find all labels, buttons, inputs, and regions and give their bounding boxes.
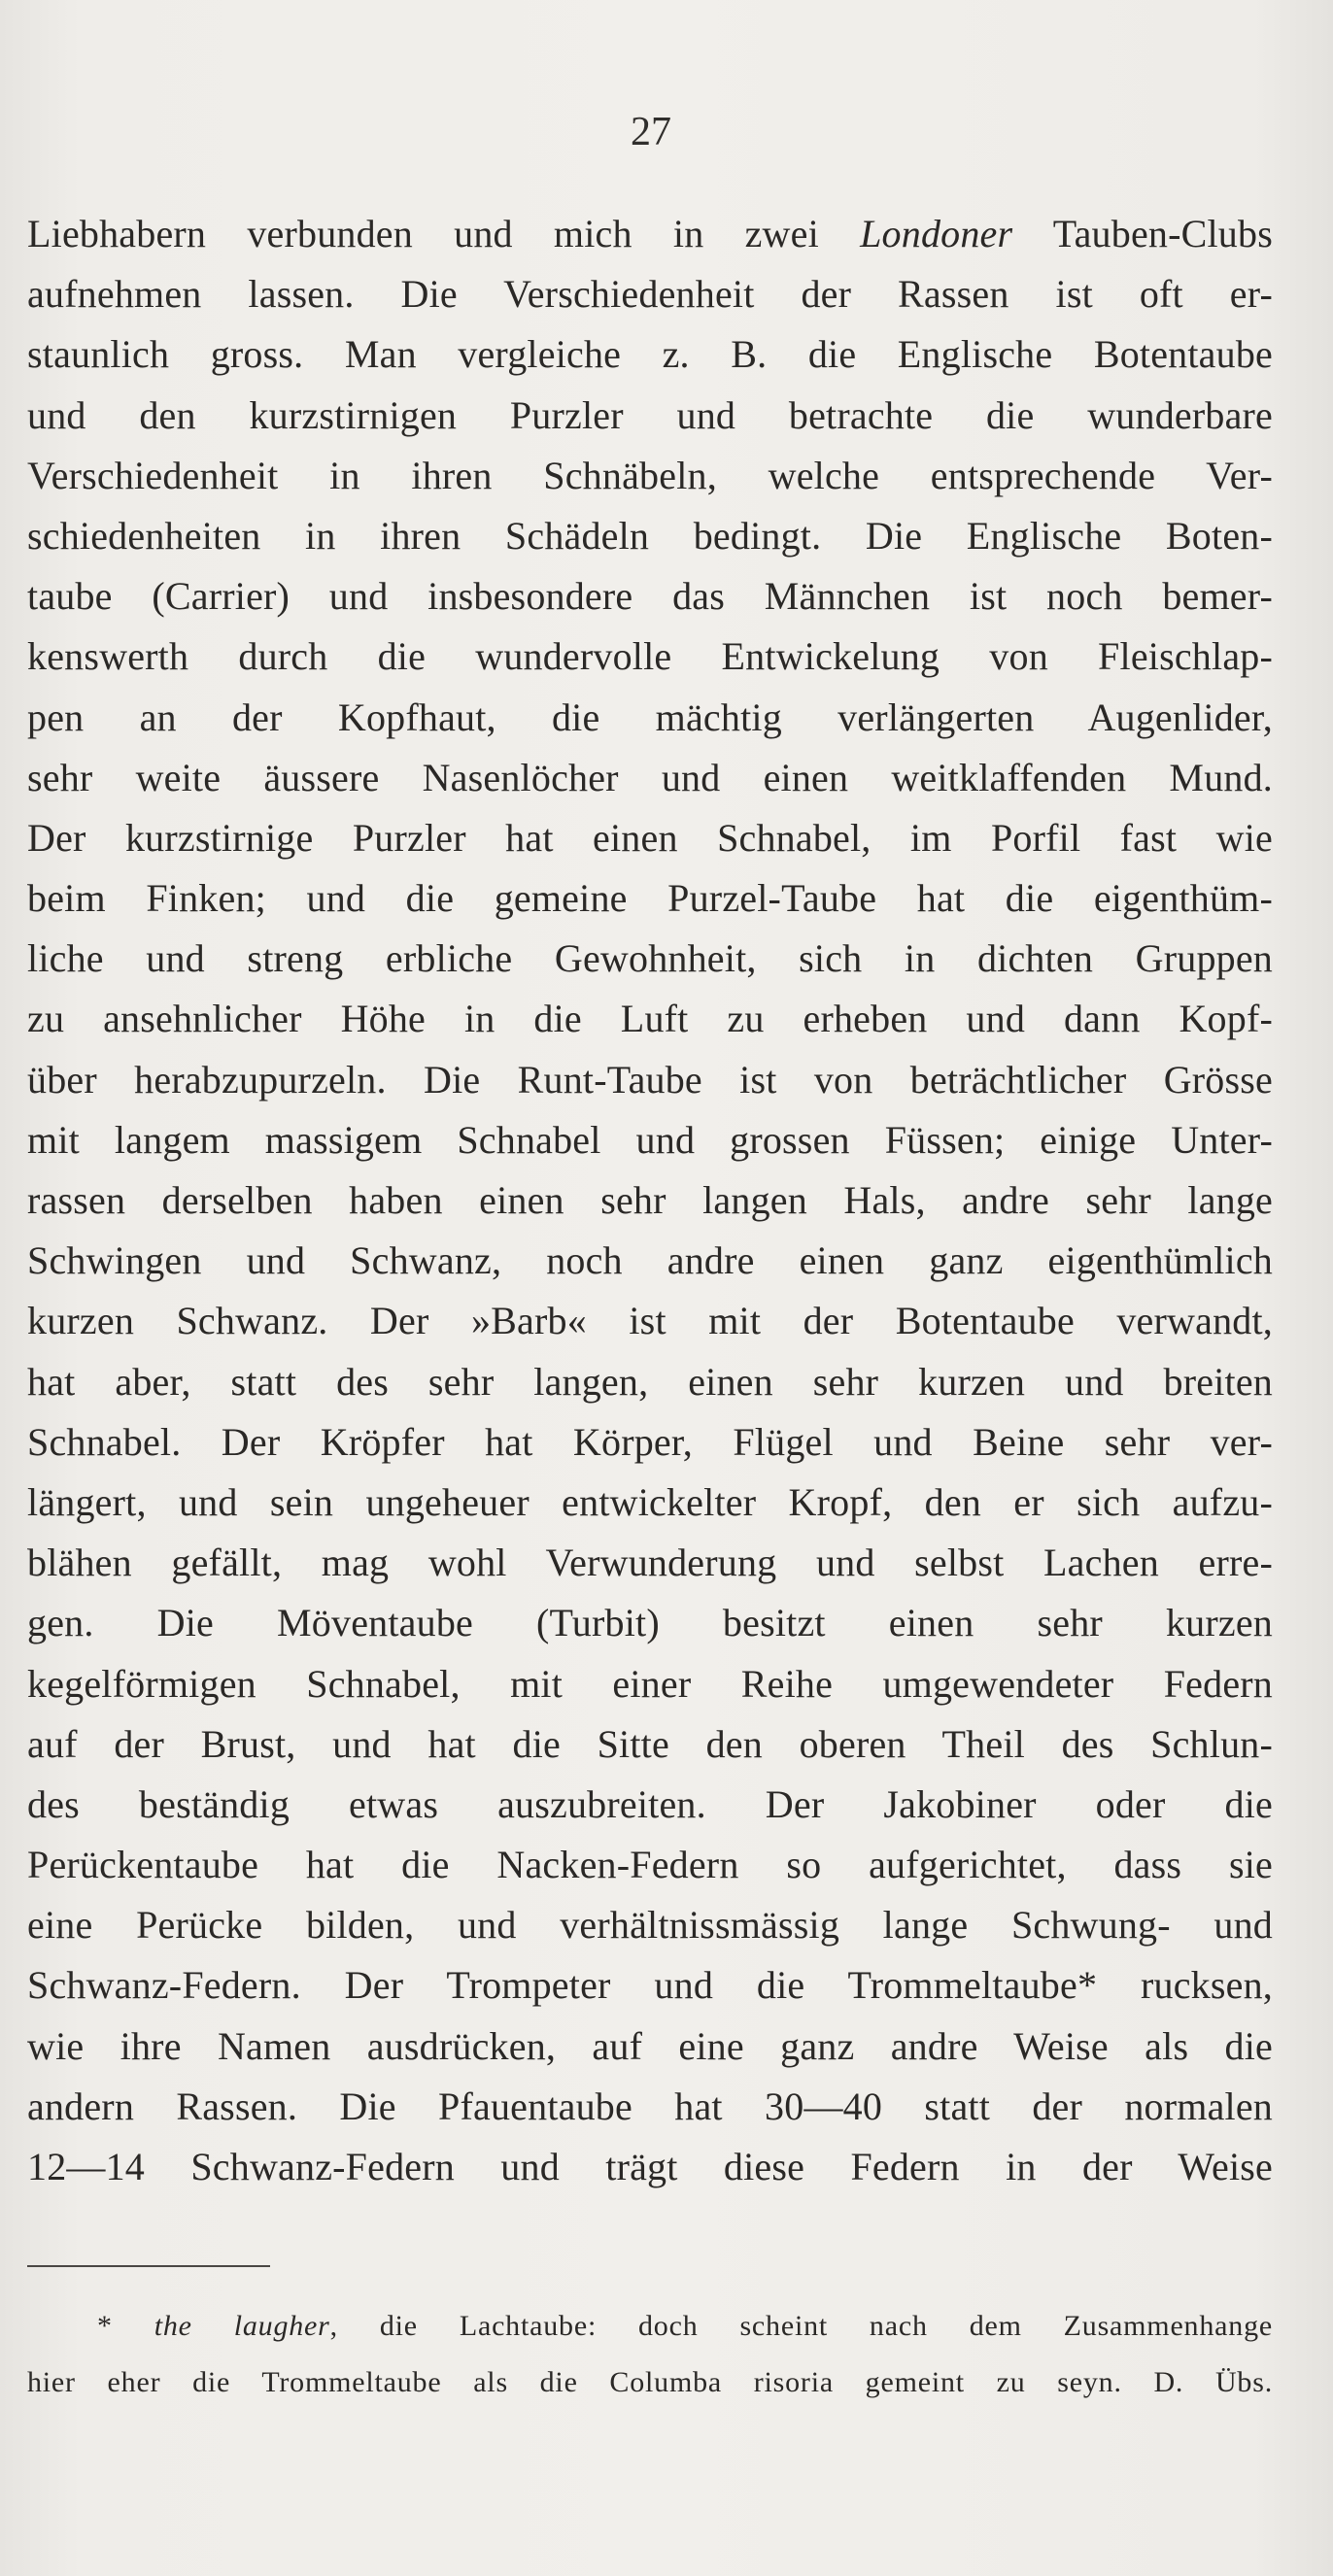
text-line: taube (Carrier) und insbesondere das Männchen ist noch bemer- — [27, 574, 1273, 619]
italic-word: Londoner — [860, 212, 1013, 255]
text-line: wie ihre Namen ausdrücken, auf eine ganz andre Weise als die — [27, 2023, 1273, 2068]
footnote-block — [27, 2298, 1273, 2411]
text-line: liche und streng erbliche Gewohnheit, sich in dichten Gruppen — [27, 936, 1273, 981]
text-line: blähen gefällt, mag wohl Verwunderung und selbst Lachen erre- — [27, 1541, 1273, 1585]
text-line: Schwingen und Schwanz, noch andre einen ganz eigenthümlich — [27, 1238, 1273, 1283]
body-text — [27, 204, 1273, 2197]
text-line: kenswerth durch die wundervolle Entwickelung von Fleischlap- — [27, 634, 1273, 679]
text-line: 12—14 Schwanz-Federn und trägt diese Federn in der Weise — [27, 2145, 1273, 2188]
text-line: Verschiedenheit in ihren Schnäbeln, welche entsprechende Ver- — [27, 453, 1273, 497]
text-line: mit langem massigem Schnabel und grossen Füssen; einige Unter- — [27, 1117, 1273, 1162]
text-line: gen. Die Möventaube (Turbit) besitzt einen sehr kurzen — [27, 1601, 1273, 1645]
text-line: sehr weite äussere Nasenlöcher und einen weitklaffenden Mund. — [27, 755, 1273, 799]
text-line: auf der Brust, und hat die Sitte den oberen Theil des Schlun- — [27, 1721, 1273, 1766]
page-number: 27 — [631, 110, 671, 154]
text-line: schiedenheiten in ihren Schädeln bedingt. Die Englische Boten- — [27, 513, 1273, 558]
text-line: eine Perücke bilden, und verhältnissmässig lange Schwung- und — [27, 1903, 1273, 1948]
footnote-marker: * — [97, 2310, 113, 2342]
text-line: kegelförmigen Schnabel, mit einer Reihe umgewendeter Federn — [27, 1661, 1273, 1706]
text-line: beim Finken; und die gemeine Purzel-Taube hat die eigenthüm- — [27, 876, 1273, 921]
text-line: andern Rassen. Die Pfauentaube hat 30—40 statt der normalen — [27, 2084, 1273, 2128]
text-line: Liebhabern verbunden und mich in zwei Londoner Tauben-Clubs — [27, 212, 1273, 255]
text-line: Schnabel. Der Kröpfer hat Körper, Flügel und Beine sehr ver- — [27, 1419, 1273, 1464]
text-line: Schwanz-Federn. Der Trompeter und die Trommeltaube* rucksen, — [27, 1963, 1273, 2008]
footnote-line — [27, 2298, 1273, 2355]
text-line: pen an der Kopfhaut, die mächtig verlängerten Augenlider, — [27, 695, 1273, 739]
text-line: des beständig etwas auszubreiten. Der Jakobiner oder die — [27, 1781, 1273, 1826]
text-line: staunlich gross. Man vergleiche z. B. die Englische Botentaube — [27, 332, 1273, 377]
text-line: über herabzupurzeln. Die Runt-Taube ist von beträchtlicher Grösse — [27, 1057, 1273, 1102]
footnote-italic-term: the laugher — [154, 2310, 330, 2342]
text-line: rassen derselben haben einen sehr langen Hals, andre sehr lange — [27, 1178, 1273, 1222]
text-line: Der kurzstirnige Purzler hat einen Schnabel, im Porfil fast wie — [27, 815, 1273, 860]
footnote-line: hier eher die Trommeltaube als die Columba risoria gemeint zu seyn. D. Übs. — [27, 2366, 1273, 2398]
text-line: aufnehmen lassen. Die Verschiedenheit der Rassen ist oft er- — [27, 272, 1273, 317]
text-line: zu ansehnlicher Höhe in die Luft zu erheben und dann Kopf- — [27, 997, 1273, 1041]
text-line: längert, und sein ungeheuer entwickelter Kropf, den er sich aufzu- — [27, 1479, 1273, 1524]
text-line: kurzen Schwanz. Der »Barb« ist mit der Botentaube verwandt, — [27, 1299, 1273, 1343]
footnote-text: , die Lachtaube: doch scheint nach dem Zusammenhange — [329, 2310, 1273, 2342]
text-line: hat aber, statt des sehr langen, einen sehr kurzen und breiten — [27, 1359, 1273, 1404]
footnote-divider — [27, 2265, 270, 2267]
text-line: Perückentaube hat die Nacken-Federn so aufgerichtet, dass sie — [27, 1843, 1273, 1887]
text-line: und den kurzstirnigen Purzler und betrachte die wunderbare — [27, 392, 1273, 437]
